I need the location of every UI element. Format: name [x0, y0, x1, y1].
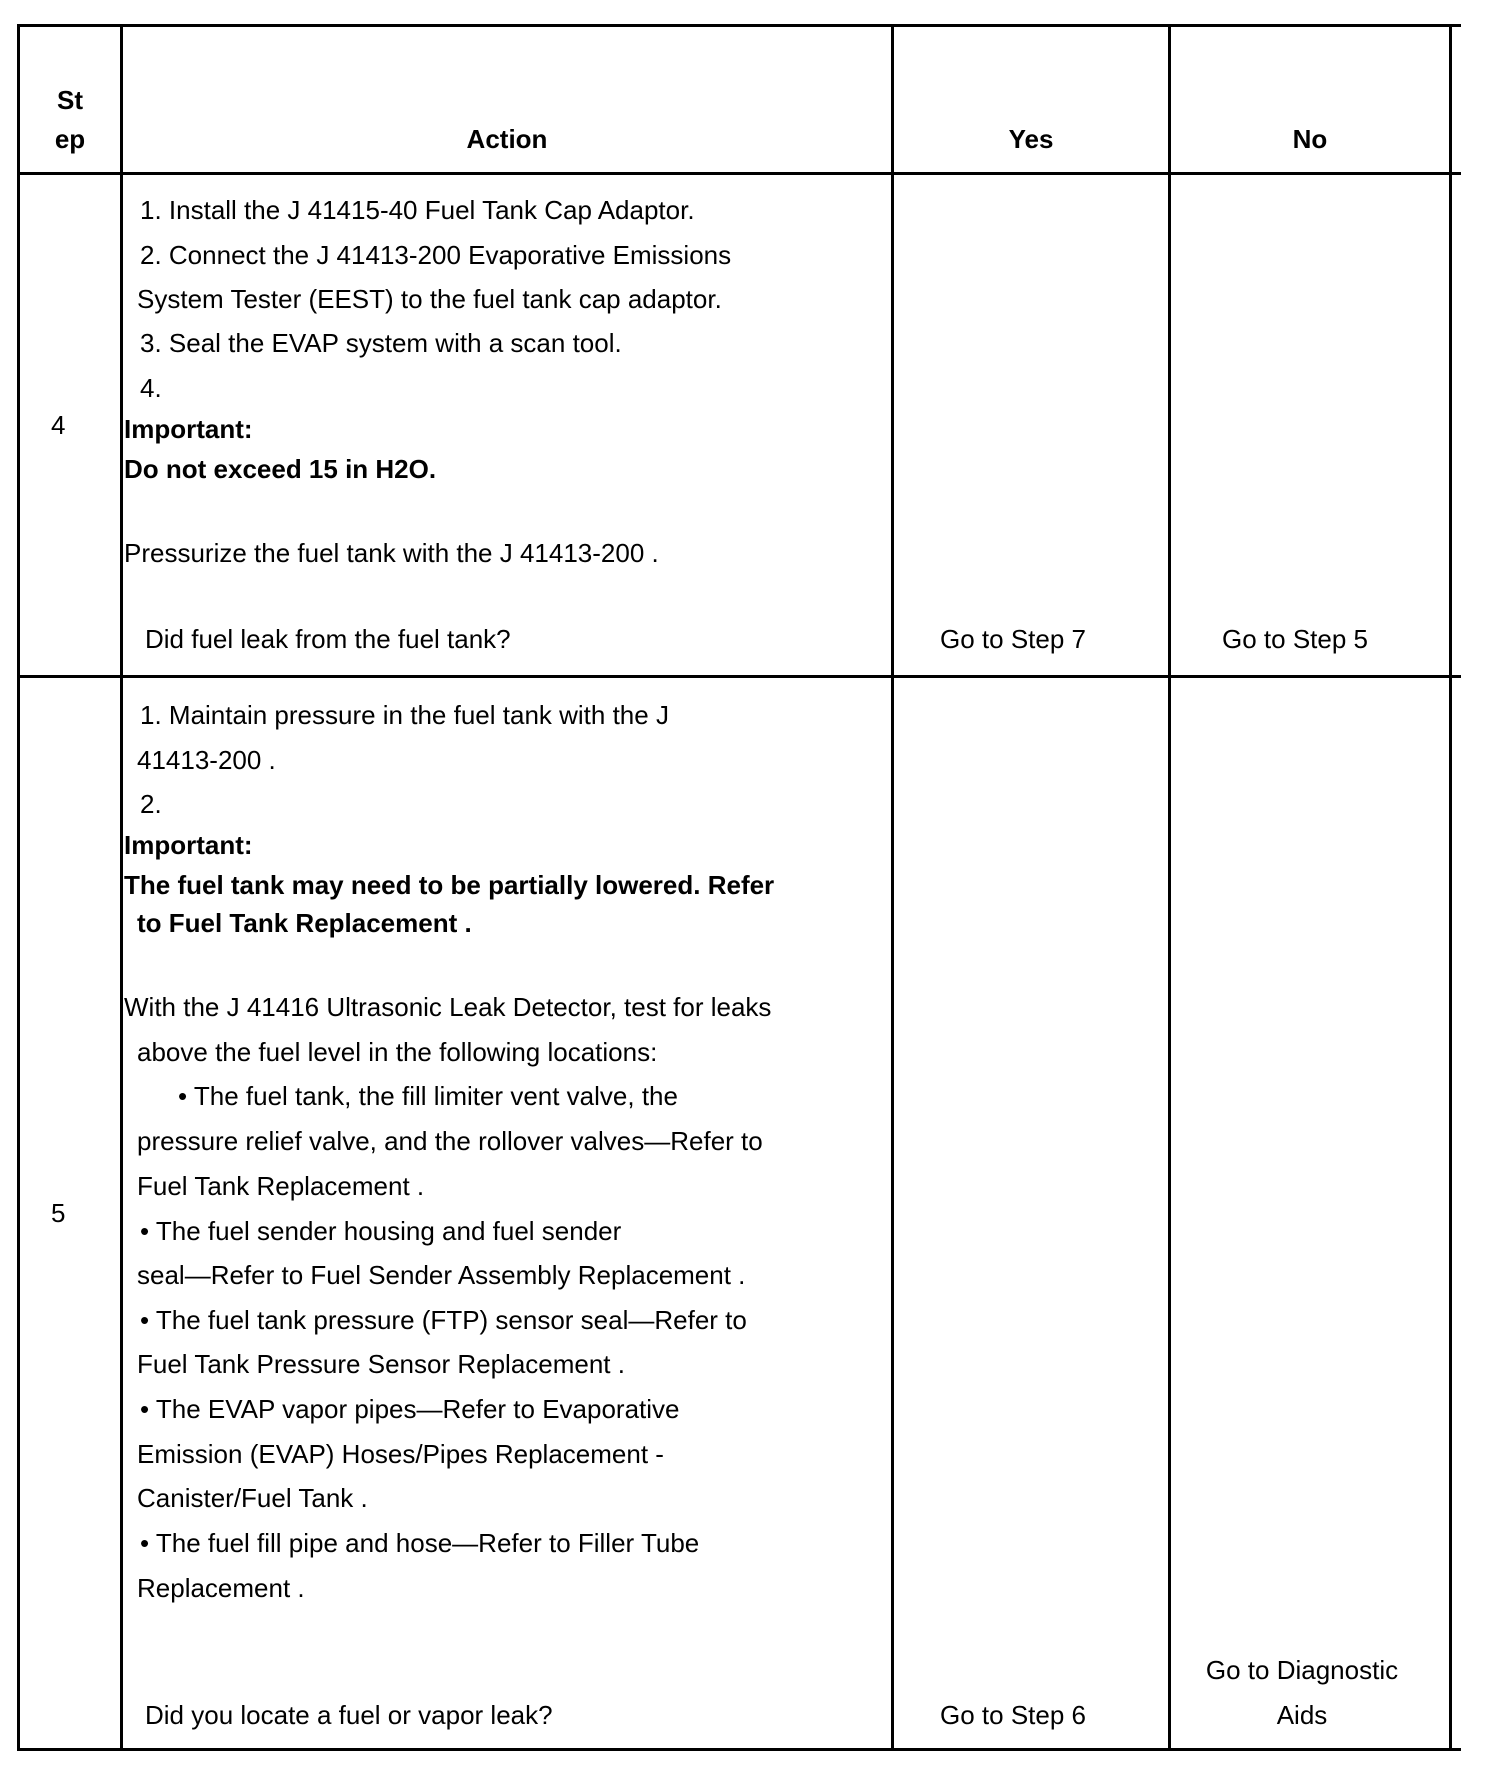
step4-important-label: Important:	[124, 414, 253, 444]
step4-item2-line2: System Tester (EEST) to the fuel tank cap adaptor.	[137, 284, 722, 314]
step5-bullet2-line1: • The fuel sender housing and fuel sender	[140, 1216, 622, 1246]
step5-bullet3-line1: • The fuel tank pressure (FTP) sensor seal—Refer to	[140, 1305, 747, 1335]
step5-instruction-line2: above the fuel level in the following locations:	[137, 1037, 658, 1067]
header-step-line1: St	[57, 85, 83, 115]
step5-bullet4-line3: Canister/Fuel Tank .	[137, 1483, 368, 1513]
table-border-right	[1449, 24, 1452, 1751]
step4-important-text: Do not exceed 15 in H2O.	[124, 454, 437, 484]
step5-question: Did you locate a fuel or vapor leak?	[145, 1700, 553, 1730]
step5-item2: 2.	[140, 789, 162, 819]
step5-bullet2-line2: seal—Refer to Fuel Sender Assembly Replacement .	[137, 1260, 746, 1290]
table-border-left	[17, 24, 20, 1751]
step5-bullet1-line3: Fuel Tank Replacement .	[137, 1171, 425, 1201]
table-border-top	[17, 24, 1461, 27]
step5-bullet5-line1: • The fuel fill pipe and hose—Refer to Filler Tube	[140, 1528, 700, 1558]
header-divider	[17, 172, 1461, 175]
step5-bullet4-line1: • The EVAP vapor pipes—Refer to Evaporative	[140, 1394, 680, 1424]
step5-no-result-line1: Go to Diagnostic	[1205, 1655, 1399, 1685]
step5-bullet1-line1: • The fuel tank, the fill limiter vent valve, the	[178, 1081, 678, 1111]
step4-no-result: Go to Step 5	[1222, 624, 1368, 654]
step5-instruction-line1: With the J 41416 Ultrasonic Leak Detector, test for leaks	[124, 992, 772, 1022]
header-step-line2: ep	[54, 124, 86, 154]
header-yes: Yes	[1008, 124, 1054, 154]
column-divider-yes	[1168, 24, 1171, 1751]
step4-item2-line1: 2. Connect the J 41413-200 Evaporative Emissions	[140, 240, 732, 270]
step-number-5: 5	[51, 1198, 66, 1228]
step5-bullet3-line2: Fuel Tank Pressure Sensor Replacement .	[137, 1349, 625, 1379]
row-divider	[17, 675, 1461, 678]
step5-no-result-line2: Aids	[1276, 1700, 1328, 1730]
table-border-bottom	[17, 1748, 1461, 1751]
step5-important-label: Important:	[124, 830, 253, 860]
step5-yes-result: Go to Step 6	[940, 1700, 1086, 1730]
step5-important-line1: The fuel tank may need to be partially lowered. Refer	[124, 870, 775, 900]
step4-question: Did fuel leak from the fuel tank?	[145, 624, 511, 654]
step5-bullet1-line2: pressure relief valve, and the rollover valves—Refer to	[137, 1126, 763, 1156]
step4-yes-result: Go to Step 7	[940, 624, 1086, 654]
step4-instruction: Pressurize the fuel tank with the J 41413-200 .	[124, 538, 659, 568]
step4-item4: 4.	[140, 373, 162, 403]
step-number-4: 4	[51, 410, 66, 440]
step4-item1: 1. Install the J 41415-40 Fuel Tank Cap Adaptor.	[140, 195, 695, 225]
header-action: Action	[466, 124, 548, 154]
step5-important-line2: to Fuel Tank Replacement .	[137, 908, 472, 938]
column-divider-step	[120, 24, 123, 1751]
step5-item1-line1: 1. Maintain pressure in the fuel tank with the J	[140, 700, 669, 730]
step5-bullet5-line2: Replacement .	[137, 1573, 305, 1603]
step5-bullet4-line2: Emission (EVAP) Hoses/Pipes Replacement -	[137, 1439, 664, 1469]
column-divider-action	[891, 24, 894, 1751]
step4-item3: 3. Seal the EVAP system with a scan tool.	[140, 328, 622, 358]
step5-item1-line2: 41413-200 .	[137, 745, 276, 775]
header-no: No	[1292, 124, 1328, 154]
